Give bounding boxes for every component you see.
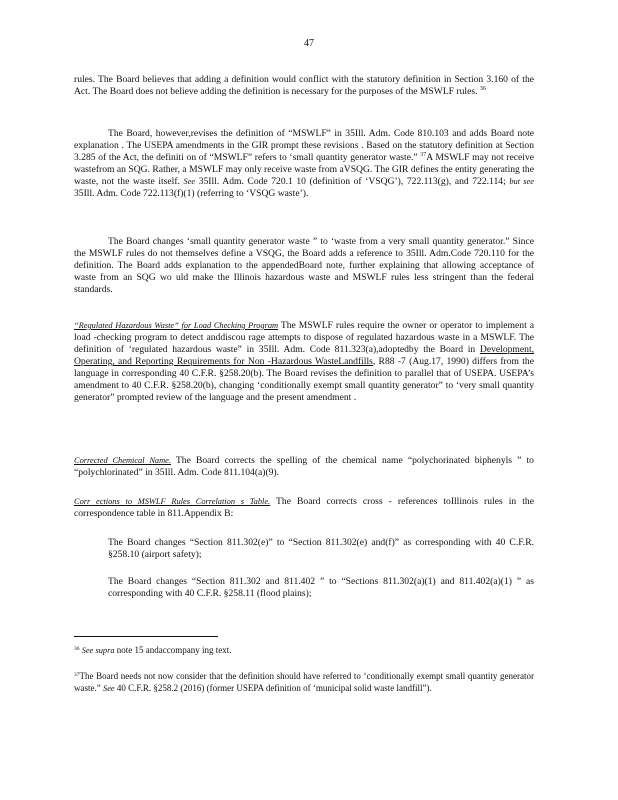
- citation-signal-see-supra: See supra: [81, 646, 115, 655]
- section-heading-chemical-name: Corrected Chemical Name.: [74, 456, 171, 465]
- footnote-text: The Board needs not now consider that the definition should have referred to ‘conditionally exempt small quantity generator waste.”: [74, 671, 534, 693]
- paragraph-load-checking: [74, 320, 534, 404]
- citation-signal-see: See: [183, 177, 196, 186]
- footnote-37: [74, 671, 534, 694]
- paragraph-text: 35Ill. Adm. Code 720.1 10 (definition of ‘VSQG’), 722.113(g), and 722.114;: [198, 176, 506, 187]
- paragraph-text: The Board, however,revises the definition of “MSWLF” in 35Ill. Adm. Code 810.103 and adds Board note explanation . The USEPA amendments in the GIR prompt these revisions . Based on the statutory definition at Section 3.285 of the Act, the definiti on of “MSWLF” refers to ‘small quantity generator waste.”: [74, 128, 534, 163]
- paragraph-text: A MSWLF may not receive wastefrom an SQG. Rather, a MSWLF may only receive waste from aVSQG. The GIR defines the entity generating the waste, not the waste itself.: [74, 152, 534, 187]
- footnote-number: 36: [74, 646, 80, 652]
- paragraph-vsqg-change: [74, 236, 534, 296]
- paragraph-flood-plains: [108, 576, 534, 600]
- paragraph-text: The MSWLF rules require the owner or operator to implement a load -checking program to detect anddiscou rage attempts to dispose of regulated hazardous waste in a MSWLF. The definition of ‘regulated hazardous waste” in 35Ill. Adm. Code 811.323(a),adoptedby the Board in: [74, 320, 534, 355]
- footnote-text: note 15 andaccompany ing text.: [116, 645, 232, 655]
- footnote-ref-37: 37: [420, 152, 427, 158]
- paragraph-correlation-table: [74, 496, 534, 520]
- paragraph-chemical-name: [74, 455, 534, 479]
- paragraph-airport-safety: [108, 537, 534, 561]
- paragraph-mswlf-definition: [74, 128, 534, 200]
- docket-title: Development, Operating, and Reporting Requirements for Non -Hazardous WasteLandfills: [74, 344, 535, 367]
- paragraph-text: The Board changes ‘small quantity generator waste ” to ‘waste from a very small quantity generator.” Since the MSWLF rules do not themselves define a VSQG, the Board adds a reference to 35Ill. Adm.Code 720.110 for the definition. The Board adds explanation to the appendedBoard note, further explaining that allowing acceptance of waste from an SQG wo uld make the Illinois hazardous waste and MSWLF rules less stringent than the federal standards.: [74, 236, 534, 295]
- paragraph-text: The Board corrects cross - references toIllinois rules in the correspondence table in 811.Appendix B:: [74, 496, 534, 519]
- paragraph-text: rules. The Board believes that adding a definition would conflict with the statutory definition in Section 3.160 of the Act. The Board does not believe adding the definition is necessary for the purposes of the MSWLF rules.: [74, 74, 534, 97]
- footnote-text: 40 C.F.R. §258.2 (2016) (former USEPA definition of ‘municipal solid waste landfill”).: [116, 682, 432, 693]
- citation-signal-see: See: [103, 683, 115, 693]
- footnote-separator: [74, 636, 218, 637]
- footnote-ref-36: 36: [479, 86, 486, 92]
- section-heading-load-checking: “Regulated Hazardous Waste” for Load Checking Program: [74, 321, 279, 330]
- citation-signal-but-see: but see: [509, 177, 534, 186]
- footnote-36: [74, 645, 534, 657]
- section-heading-correlation-table: Corr ections to MSWLF Rules Correlation s Table.: [74, 497, 271, 506]
- paragraph-text: 35Ill. Adm. Code 722.113(f)(1) (referring to ‘VSQG waste’).: [74, 188, 309, 199]
- paragraph-text: , R88 -7 (Aug.17, 1990) differs from the language in corresponding 40 C.F.R. §258.20(b). The Board revises the definition to parallel that of USEPA. USEPA’s amendment to 40 C.F.R. §258.20(b), changing ‘conditionally exempt small quantity generator” to ‘very small quantity generator” prompted review of the language and the present amendment .: [74, 356, 534, 403]
- paragraph-text: The Board changes “Section 811.302(e)” to “Section 811.302(e) and(f)” as corresponding with 40 C.F.R. §258.10 (airport safety);: [108, 537, 534, 560]
- page-number: 47: [304, 38, 314, 49]
- footnote-number: 37: [74, 672, 80, 678]
- paragraph-definition-conflict: [74, 74, 534, 98]
- paragraph-text: The Board corrects the spelling of the chemical name “polychorinated biphenyls ” to “polychlorinated” in 35Ill. Adm. Code 811.104(a)(9).: [74, 455, 534, 478]
- paragraph-text: The Board changes “Section 811.302 and 811.402 ” to “Sections 811.302(a)(1) and 811.402(a)(1) ” as corresponding with 40 C.F.R. §258.11 (flood plains);: [108, 576, 534, 599]
